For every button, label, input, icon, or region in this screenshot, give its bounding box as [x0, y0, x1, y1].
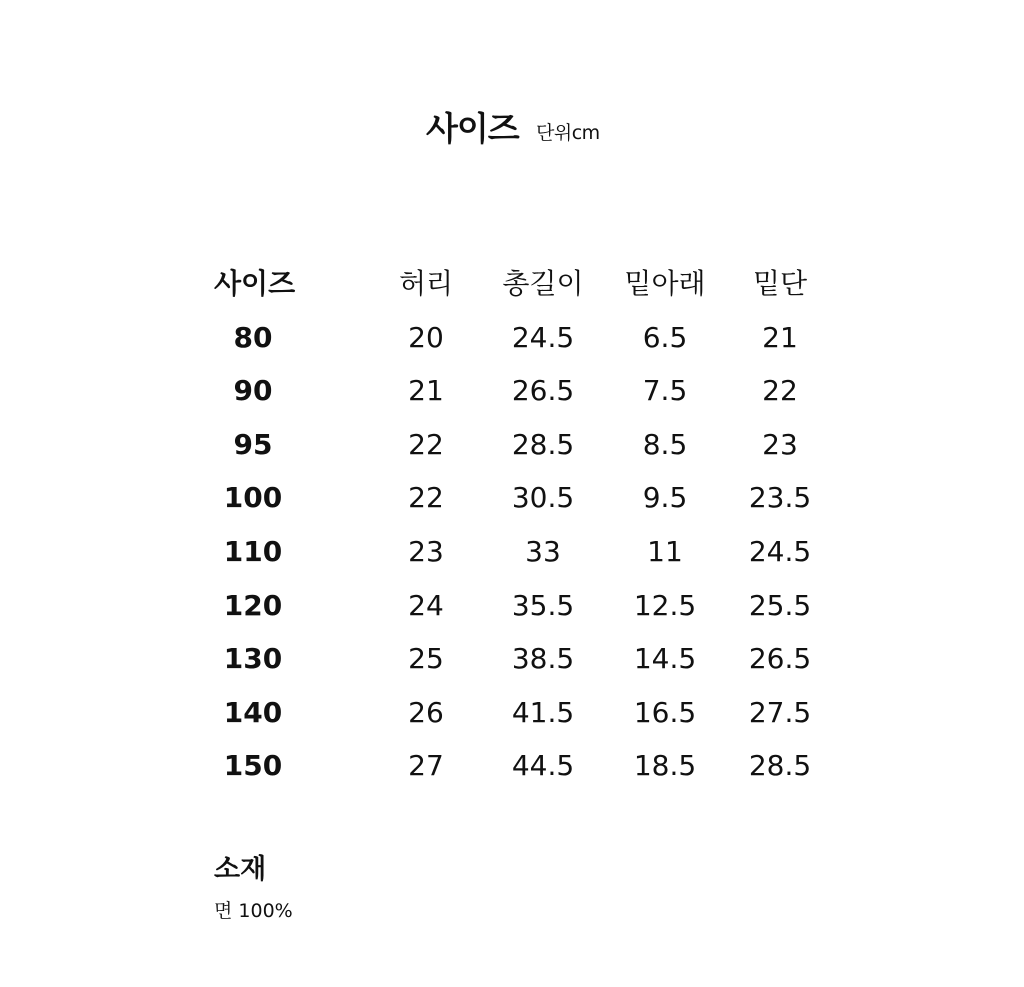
waist-cell: 24	[408, 588, 444, 622]
hem-cell: 28.5	[748, 749, 812, 783]
rise-cell: 8.5	[642, 427, 688, 461]
table-row	[0, 311, 1024, 365]
waist-cell: 25	[408, 642, 444, 676]
size-cell: 80	[233, 320, 273, 354]
waist-cell: 20	[408, 320, 444, 354]
rise-cell: 9.5	[642, 481, 688, 515]
waist-cell: 27	[408, 749, 444, 783]
rise-cell: 12.5	[633, 588, 697, 622]
page-title: 사이즈	[426, 109, 519, 148]
unit-label: 단위cm	[536, 122, 600, 144]
total-length-cell: 26.5	[511, 374, 575, 408]
hem-cell: 23	[762, 427, 798, 461]
total-length-cell: 44.5	[511, 749, 575, 783]
waist-cell: 26	[408, 695, 444, 729]
table-header-row	[0, 257, 1024, 311]
material-value: 면 100%	[214, 900, 293, 922]
size-cell: 120	[223, 588, 283, 622]
size-cell: 100	[223, 481, 283, 515]
waist-cell: 23	[408, 534, 444, 568]
total-length-cell: 35.5	[511, 588, 575, 622]
rise-cell: 18.5	[633, 749, 697, 783]
table-row	[0, 739, 1024, 793]
total-length-cell: 41.5	[511, 695, 575, 729]
size-cell: 90	[233, 374, 273, 408]
waist-cell: 21	[408, 374, 444, 408]
hem-cell: 25.5	[748, 588, 812, 622]
size-cell: 110	[223, 534, 283, 568]
table-row	[0, 525, 1024, 579]
size-cell: 150	[223, 749, 283, 783]
rise-cell: 14.5	[633, 642, 697, 676]
header-rise: 밑아래	[624, 267, 706, 300]
total-length-cell: 24.5	[511, 320, 575, 354]
rise-cell: 6.5	[642, 320, 688, 354]
rise-cell: 7.5	[642, 374, 688, 408]
size-cell: 130	[223, 642, 283, 676]
header-total-length: 총길이	[502, 267, 584, 300]
header-hem: 밑단	[752, 267, 808, 300]
size-table	[0, 257, 1024, 793]
hem-cell: 24.5	[748, 534, 812, 568]
hem-cell: 22	[762, 374, 798, 408]
total-length-cell: 38.5	[511, 642, 575, 676]
rise-cell: 16.5	[633, 695, 697, 729]
header-size: 사이즈	[214, 267, 296, 300]
table-row	[0, 579, 1024, 633]
table-row	[0, 471, 1024, 525]
header-waist: 허리	[398, 267, 454, 300]
size-cell: 95	[233, 427, 273, 461]
hem-cell: 21	[762, 320, 798, 354]
size-cell: 140	[223, 695, 283, 729]
hem-cell: 23.5	[748, 481, 812, 515]
table-row	[0, 632, 1024, 686]
total-length-cell: 30.5	[511, 481, 575, 515]
total-length-cell: 33	[525, 534, 561, 568]
table-body	[0, 311, 1024, 793]
hem-cell: 26.5	[748, 642, 812, 676]
waist-cell: 22	[408, 481, 444, 515]
hem-cell: 27.5	[748, 695, 812, 729]
table-row	[0, 364, 1024, 418]
title-row	[0, 106, 1024, 156]
waist-cell: 22	[408, 427, 444, 461]
total-length-cell: 28.5	[511, 427, 575, 461]
rise-cell: 11	[647, 534, 683, 568]
table-row	[0, 418, 1024, 472]
material-title: 소재	[214, 854, 267, 885]
table-row	[0, 686, 1024, 740]
